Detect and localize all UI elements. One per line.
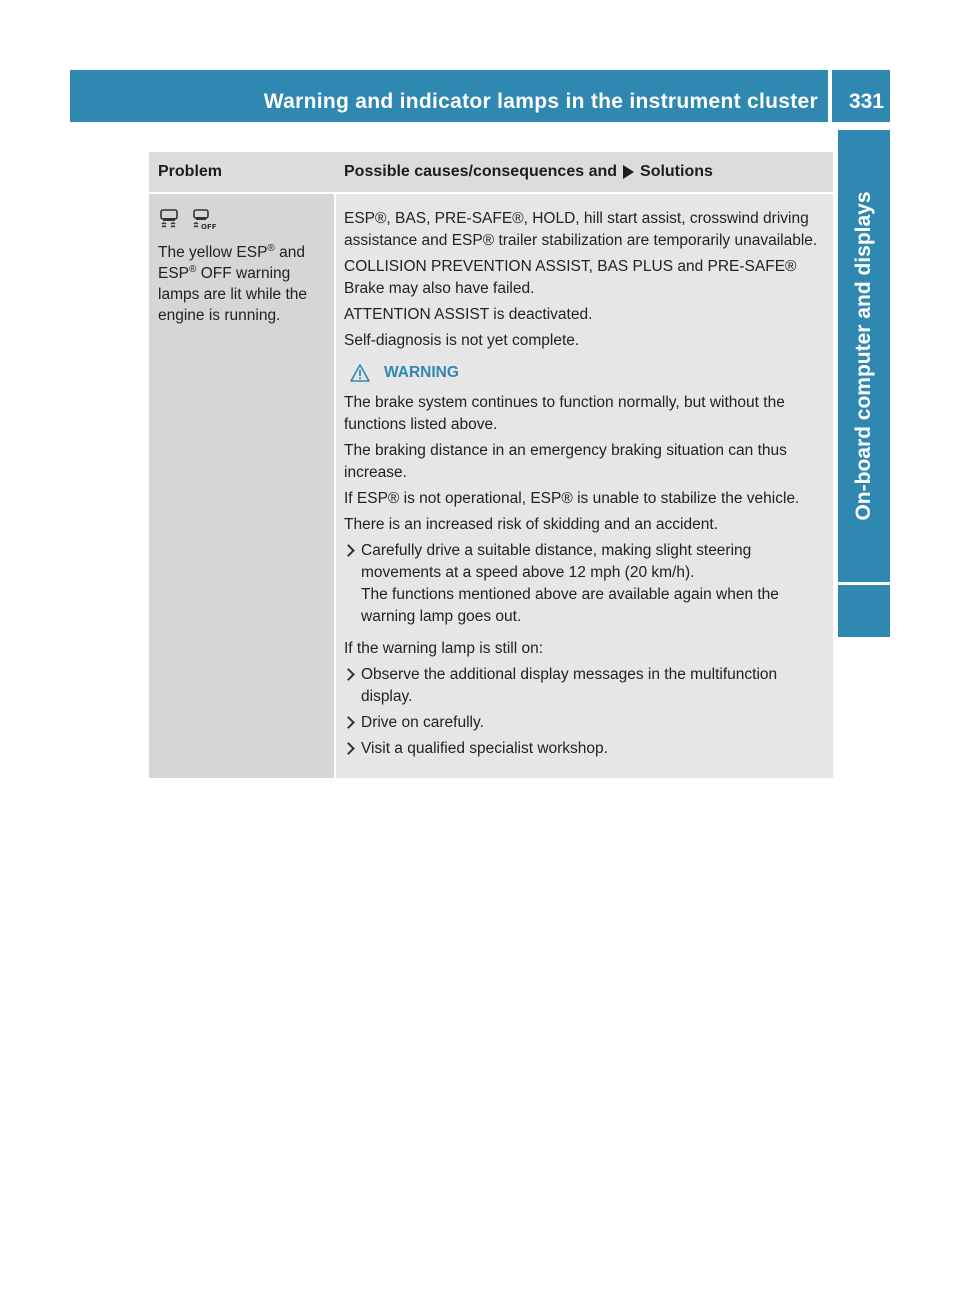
svg-text:OFF: OFF [201, 223, 217, 231]
esp-lamp-icon [158, 208, 180, 230]
step-text: Visit a qualified specialist workshop. [361, 740, 608, 757]
step-arrow-icon [344, 712, 361, 734]
chapter-side-tab [838, 130, 890, 582]
step-arrow-icon [344, 738, 361, 760]
instruction-step [344, 540, 827, 628]
step-arrow-icon [344, 540, 361, 628]
page-number: 331 [848, 90, 884, 113]
step-text: Observe the additional display messages in the multifunction display. [361, 666, 778, 705]
warning-paragraph: The braking distance in an emergency braking situation can thus increase. [344, 442, 787, 481]
lamp-icons [158, 208, 326, 232]
header-solutions-text: Solutions [640, 163, 713, 180]
arrow-right-icon [623, 165, 634, 179]
warning-triangle-icon [350, 364, 370, 382]
page-number-box [832, 70, 890, 122]
cause-paragraph: COLLISION PREVENTION ASSIST, BAS PLUS and PRE-SAFE® Brake may also have failed. [344, 258, 797, 297]
warning-heading [344, 362, 827, 384]
problem-cell [149, 194, 336, 778]
instruction-step [344, 664, 827, 708]
chapter-label: On-board computer and displays [852, 191, 875, 521]
cause-paragraph: ATTENTION ASSIST is deactivated. [344, 306, 593, 323]
solutions-cell [336, 194, 833, 778]
warning-paragraph: If ESP® is not operational, ESP® is unable to stabilize the vehicle. [344, 490, 800, 507]
table-header-row [149, 152, 833, 194]
cause-paragraph: ESP®, BAS, PRE-SAFE®, HOLD, hill start assist, crosswind driving assistance and ESP® trailer stabilization are temporarily unavailable. [344, 210, 818, 249]
cause-paragraph: Self-diagnosis is not yet complete. [344, 332, 580, 349]
problem-description: The yellow ESP® and ESP® OFF warning lamps are lit while the engine is running. [158, 242, 308, 324]
warning-label: WARNING [384, 364, 459, 381]
warning-paragraph: The brake system continues to function normally, but without the functions listed above. [344, 394, 785, 433]
side-tab-marker [838, 585, 890, 637]
header-causes-text: Possible causes/consequences and [344, 163, 618, 180]
header-title-bar [70, 70, 828, 122]
step-text: Carefully drive a suitable distance, making slight steering movements at a speed above 12 mph (20 km/h). [361, 542, 752, 581]
step-arrow-icon [344, 664, 361, 708]
cause-paragraph: If the warning lamp is still on: [344, 640, 544, 657]
instruction-step [344, 738, 827, 760]
step-text: Drive on carefully. [361, 714, 484, 731]
table-row [149, 194, 833, 778]
step-note: The functions mentioned above are available again when the warning lamp goes out. [361, 586, 779, 625]
section-title: Warning and indicator lamps in the instrument cluster [263, 90, 818, 113]
instruction-step [344, 712, 827, 734]
problem-solution-table [149, 152, 833, 778]
header-solutions [336, 152, 833, 192]
esp-off-lamp-icon [192, 208, 217, 231]
header-problem: Problem [158, 163, 223, 180]
page-header [70, 70, 890, 122]
warning-paragraph: There is an increased risk of skidding and an accident. [344, 516, 718, 533]
